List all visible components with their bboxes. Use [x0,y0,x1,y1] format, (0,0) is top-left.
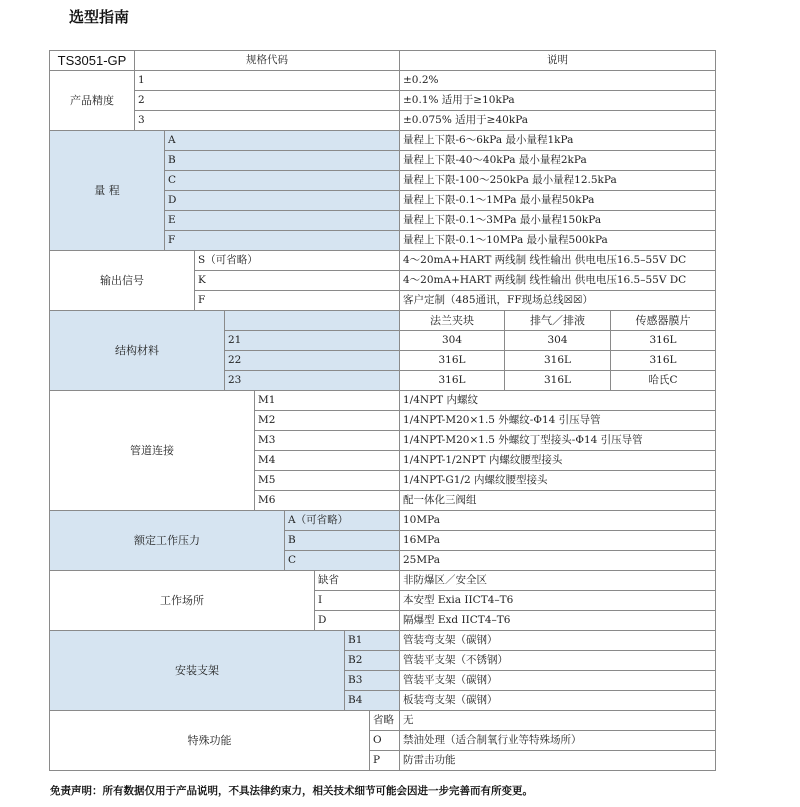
material-value-cell: 316L [610,330,716,351]
bracket-group-label: 安装支架 [49,630,345,711]
material-code-cell: 22 [224,350,400,371]
range-description-cell: 量程上下限-40～40kPa 最小量程2kPa [399,150,716,171]
site-code-cell: 缺省 [314,570,400,591]
material-code-cell: 21 [224,330,400,351]
range-description-cell: 量程上下限-100～250kPa 最小量程12.5kPa [399,170,716,191]
range-description-cell: 量程上下限-6～6kPa 最小量程1kPa [399,130,716,151]
site-description-cell: 隔爆型 Exd IICT4–T6 [399,610,716,631]
spec-code-header: 规格代码 [134,50,400,71]
site-description-cell: 本安型 Exia IICT4–T6 [399,590,716,611]
output-description-cell: 4～20mA+HART 两线制 线性输出 供电电压16.5–55V DC [399,270,716,291]
special-group-label: 特殊功能 [49,710,370,771]
material-value-cell: 304 [504,330,611,351]
accuracy-description-cell: ±0.1% 适用于≥10kPa [399,90,716,111]
pipe-description-cell: 配一体化三阀组 [399,490,716,511]
special-description-cell: 无 [399,710,716,731]
special-code-cell: 省略 [369,710,400,731]
output-code-cell: K [194,270,400,291]
material-subheader: 法兰夹块 [399,310,505,331]
output-description-cell: 客户定制（485通讯，FF现场总线☒☒） [399,290,716,311]
pipe-description-cell: 1/4NPT-1/2NPT 内螺纹腰型接头 [399,450,716,471]
pipe-code-cell: M1 [254,390,400,411]
model-code-cell: TS3051-GP [49,50,135,71]
pressure-description-cell: 16MPa [399,530,716,551]
disclaimer: 免责声明：所有数据仅用于产品说明，不具法律约束力，相关技术细节可能会因进一步完善而有所变更。 [50,785,533,797]
pipe-code-cell: M5 [254,470,400,491]
range-code-cell: A [164,130,400,151]
material-value-cell: 316L [504,370,611,391]
pipe-description-cell: 1/4NPT 内螺纹 [399,390,716,411]
output-code-cell: F [194,290,400,311]
material-code-cell: 23 [224,370,400,391]
output-description-cell: 4～20mA+HART 两线制 线性输出 供电电压16.5–55V DC [399,250,716,271]
range-code-cell: F [164,230,400,251]
pipe-description-cell: 1/4NPT-M20×1.5 外螺纹丁型接头-Φ14 引压导管 [399,430,716,451]
site-description-cell: 非防爆区／安全区 [399,570,716,591]
accuracy-code-cell: 1 [134,70,400,91]
material-subheader-blank [224,310,400,331]
site-code-cell: I [314,590,400,611]
material-value-cell: 316L [399,370,505,391]
pressure-group-label: 额定工作压力 [49,510,285,571]
pressure-description-cell: 10MPa [399,510,716,531]
pressure-code-cell: A（可省略） [284,510,400,531]
bracket-code-cell: B3 [344,670,400,691]
bracket-code-cell: B2 [344,650,400,671]
pipe-code-cell: M3 [254,430,400,451]
pipe-code-cell: M2 [254,410,400,431]
pressure-code-cell: B [284,530,400,551]
bracket-description-cell: 管装弯支架（碳钢） [399,630,716,651]
special-code-cell: O [369,730,400,751]
pressure-code-cell: C [284,550,400,571]
site-group-label: 工作场所 [49,570,315,631]
range-description-cell: 量程上下限-0.1～1MPa 最小量程50kPa [399,190,716,211]
bracket-code-cell: B1 [344,630,400,651]
bracket-description-cell: 管装平支架（不锈钢） [399,650,716,671]
pipe-code-cell: M4 [254,450,400,471]
special-description-cell: 防雷击功能 [399,750,716,771]
bracket-description-cell: 板装弯支架（碳钢） [399,690,716,711]
bracket-description-cell: 管装平支架（碳钢） [399,670,716,691]
range-group-label: 量 程 [49,130,165,251]
range-code-cell: D [164,190,400,211]
accuracy-description-cell: ±0.2% [399,70,716,91]
page-title: 选型指南 [69,8,130,26]
accuracy-code-cell: 3 [134,110,400,131]
range-description-cell: 量程上下限-0.1～10MPa 最小量程500kPa [399,230,716,251]
accuracy-description-cell: ±0.075% 适用于≥40kPa [399,110,716,131]
pipe-description-cell: 1/4NPT-M20×1.5 外螺纹-Φ14 引压导管 [399,410,716,431]
pipe-code-cell: M6 [254,490,400,511]
material-subheader: 排气／排液 [504,310,611,331]
accuracy-code-cell: 2 [134,90,400,111]
output-code-cell: S（可省略） [194,250,400,271]
output-group-label: 输出信号 [49,250,195,311]
range-code-cell: E [164,210,400,231]
range-code-cell: C [164,170,400,191]
material-subheader: 传感器膜片 [610,310,716,331]
pipe-group-label: 管道连接 [49,390,255,511]
pipe-description-cell: 1/4NPT-G1/2 内螺纹腰型接头 [399,470,716,491]
range-description-cell: 量程上下限-0.1～3MPa 最小量程150kPa [399,210,716,231]
range-code-cell: B [164,150,400,171]
pressure-description-cell: 25MPa [399,550,716,571]
material-value-cell: 304 [399,330,505,351]
accuracy-group-label: 产品精度 [49,70,135,131]
bracket-code-cell: B4 [344,690,400,711]
material-value-cell: 哈氏C [610,370,716,391]
site-code-cell: D [314,610,400,631]
special-description-cell: 禁油处理（适合制氧行业等特殊场所） [399,730,716,751]
description-header: 说明 [399,50,716,71]
material-group-label: 结构材料 [49,310,225,391]
material-value-cell: 316L [610,350,716,371]
material-value-cell: 316L [399,350,505,371]
material-value-cell: 316L [504,350,611,371]
special-code-cell: P [369,750,400,771]
